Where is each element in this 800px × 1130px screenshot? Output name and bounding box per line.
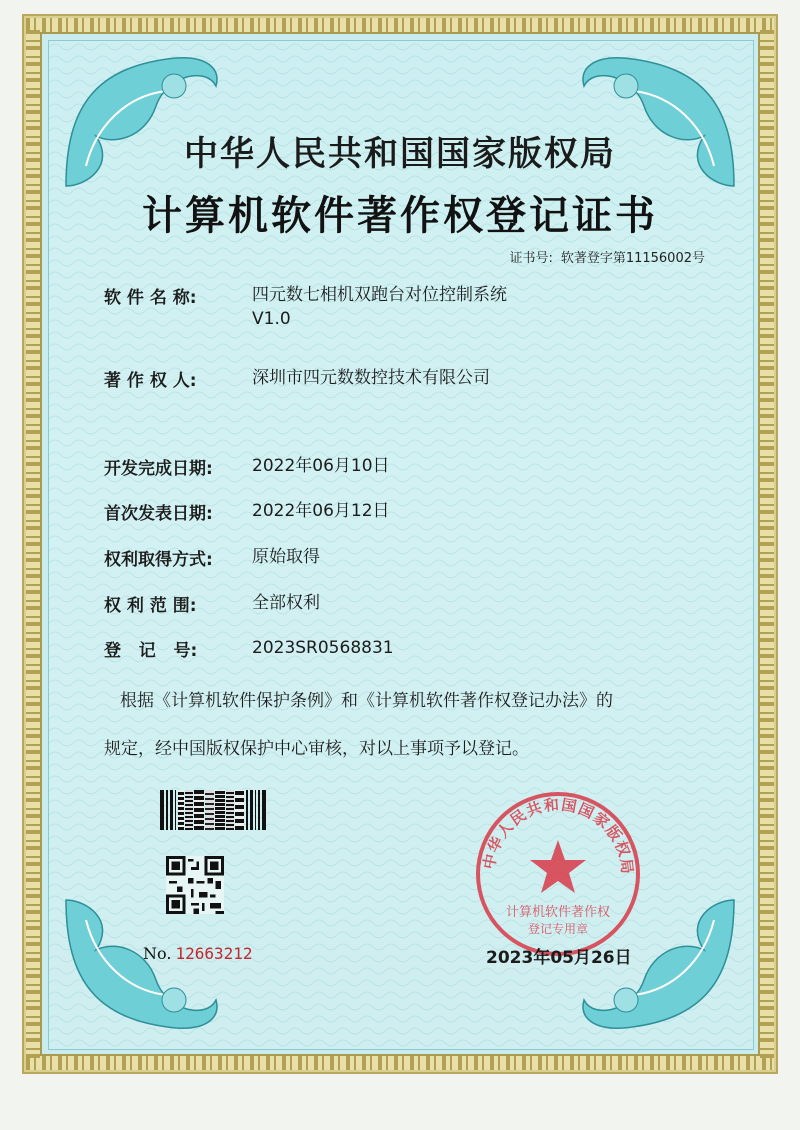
- field-label: 开发完成日期:: [104, 459, 213, 479]
- seal-star-icon: [530, 840, 586, 893]
- field-rights-scope: [104, 591, 320, 616]
- certificate-number-value: 软著登字第11156002号: [560, 251, 705, 266]
- field-value: 2022年06月10日: [252, 456, 390, 476]
- certificate-title: 计算机软件著作权登记证书: [142, 193, 658, 239]
- software-name-version: V1.0: [252, 309, 291, 329]
- certificate-number-label: 证书号:: [509, 251, 553, 266]
- field-label: 软 件 名 称:: [104, 288, 197, 308]
- statement-line-2: 规定，经中国版权保护中心审核，对以上事项予以登记。: [104, 739, 529, 759]
- seal-center-line2: 登记专用章: [527, 922, 589, 936]
- certificate-number: [509, 247, 705, 266]
- field-label: 著 作 权 人:: [104, 371, 197, 391]
- field-software-name: [104, 283, 507, 331]
- field-value: [252, 283, 507, 331]
- field-registration-number: [104, 636, 394, 661]
- barcode: [160, 790, 272, 830]
- statement-line-1: 根据《计算机软件保护条例》和《计算机软件著作权登记办法》的: [120, 691, 613, 711]
- official-seal: [474, 790, 642, 958]
- field-development-date: [104, 454, 390, 479]
- serial-number: [143, 944, 253, 963]
- software-name-line1: 四元数七相机双跑台对位控制系统: [252, 285, 507, 305]
- seal-ring-text: 中华人民共和国国家版权局: [479, 795, 637, 876]
- field-label: 首次发表日期:: [104, 504, 213, 524]
- field-value: 2023SR0568831: [252, 638, 394, 658]
- issue-date: 2023年05月26日: [486, 948, 632, 968]
- field-acquisition-method: [104, 545, 320, 570]
- field-label: 登 记 号:: [104, 641, 198, 661]
- field-label: 权 利 范 围:: [104, 596, 197, 616]
- field-value: 深圳市四元数数控技术有限公司: [252, 368, 490, 388]
- field-value: 2022年06月12日: [252, 501, 390, 521]
- field-copyright-holder: [104, 366, 490, 391]
- issuer-title: 中华人民共和国国家版权局: [184, 134, 616, 174]
- field-value: 原始取得: [252, 547, 320, 567]
- field-publication-date: [104, 499, 390, 524]
- serial-prefix: No.: [143, 944, 172, 963]
- field-value: 全部权利: [252, 593, 320, 613]
- serial-value: 12663212: [175, 944, 253, 963]
- field-label: 权利取得方式:: [104, 550, 213, 570]
- qr-code: [166, 856, 224, 914]
- seal-center-line1: 计算机软件著作权: [505, 905, 611, 920]
